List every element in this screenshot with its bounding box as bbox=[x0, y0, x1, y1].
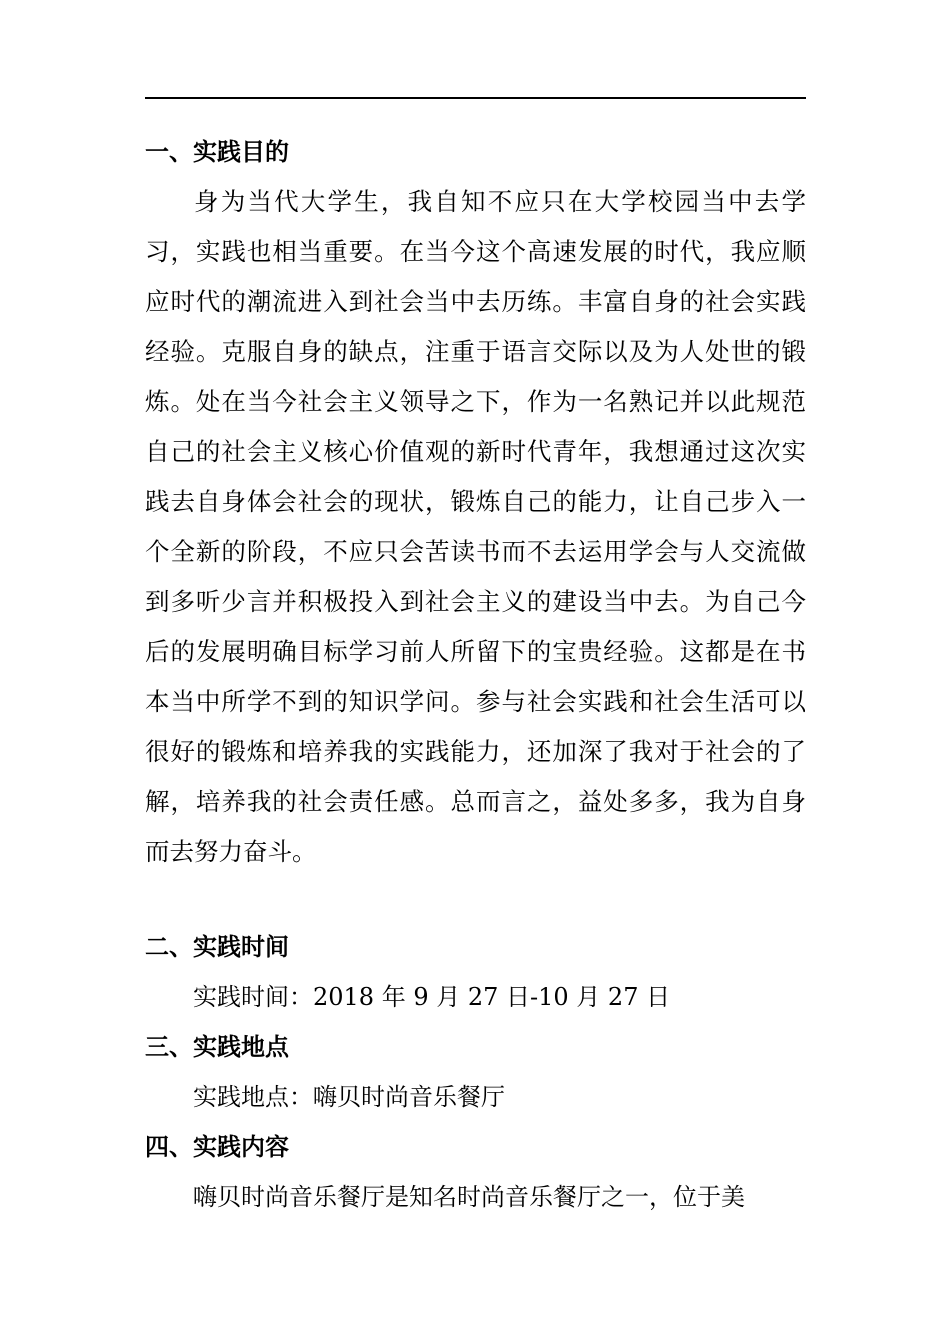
section-heading-content: 四、实践内容 bbox=[145, 1133, 289, 1161]
section-body-content: 嗨贝时尚音乐餐厅是知名时尚音乐餐厅之一，位于美 bbox=[193, 1183, 745, 1211]
section-heading-purpose: 一、实践目的 bbox=[145, 138, 289, 166]
section-body-purpose: 身为当代大学生，我自知不应只在大学校园当中去学习，实践也相当重要。在当今这个高速发展的时代，我应顺应时代的潮流进入到社会当中去历练。丰富自身的社会实践经验。克服自身的缺点，注重于语言交际以及为人处世的锻炼。处在当今社会主义领导之下，作为一名熟记并以此规范自己的社会主义核心价值观的新时代青年，我想通过这次实践去自身体会社会的现状，锻炼自己的能力，让自己步入一个全新的阶段，不应只会苦读书而不去运用学会与人交流做到多听少言并积极投入到社会主义的建设当中去。为自己今后的发展明确目标学习前人所留下的宝贵经验。这都是在书本当中所学不到的知识学问。参与社会实践和社会生活可以很好的锻炼和培养我的实践能力，还加深了我对于社会的了解，培养我的社会责任感。总而言之，益处多多，我为自身而去努力奋斗。 bbox=[145, 187, 806, 866]
section-body-time: 实践时间：2018 年 9 月 27 日-10 月 27 日 bbox=[193, 983, 671, 1011]
section-gap bbox=[145, 877, 806, 922]
document-body bbox=[145, 127, 806, 1222]
section-heading-time: 二、实践时间 bbox=[145, 933, 289, 961]
header-rule bbox=[145, 97, 806, 99]
section-heading-location: 三、实践地点 bbox=[145, 1033, 289, 1061]
section-body-location: 实践地点：嗨贝时尚音乐餐厅 bbox=[193, 1083, 505, 1111]
